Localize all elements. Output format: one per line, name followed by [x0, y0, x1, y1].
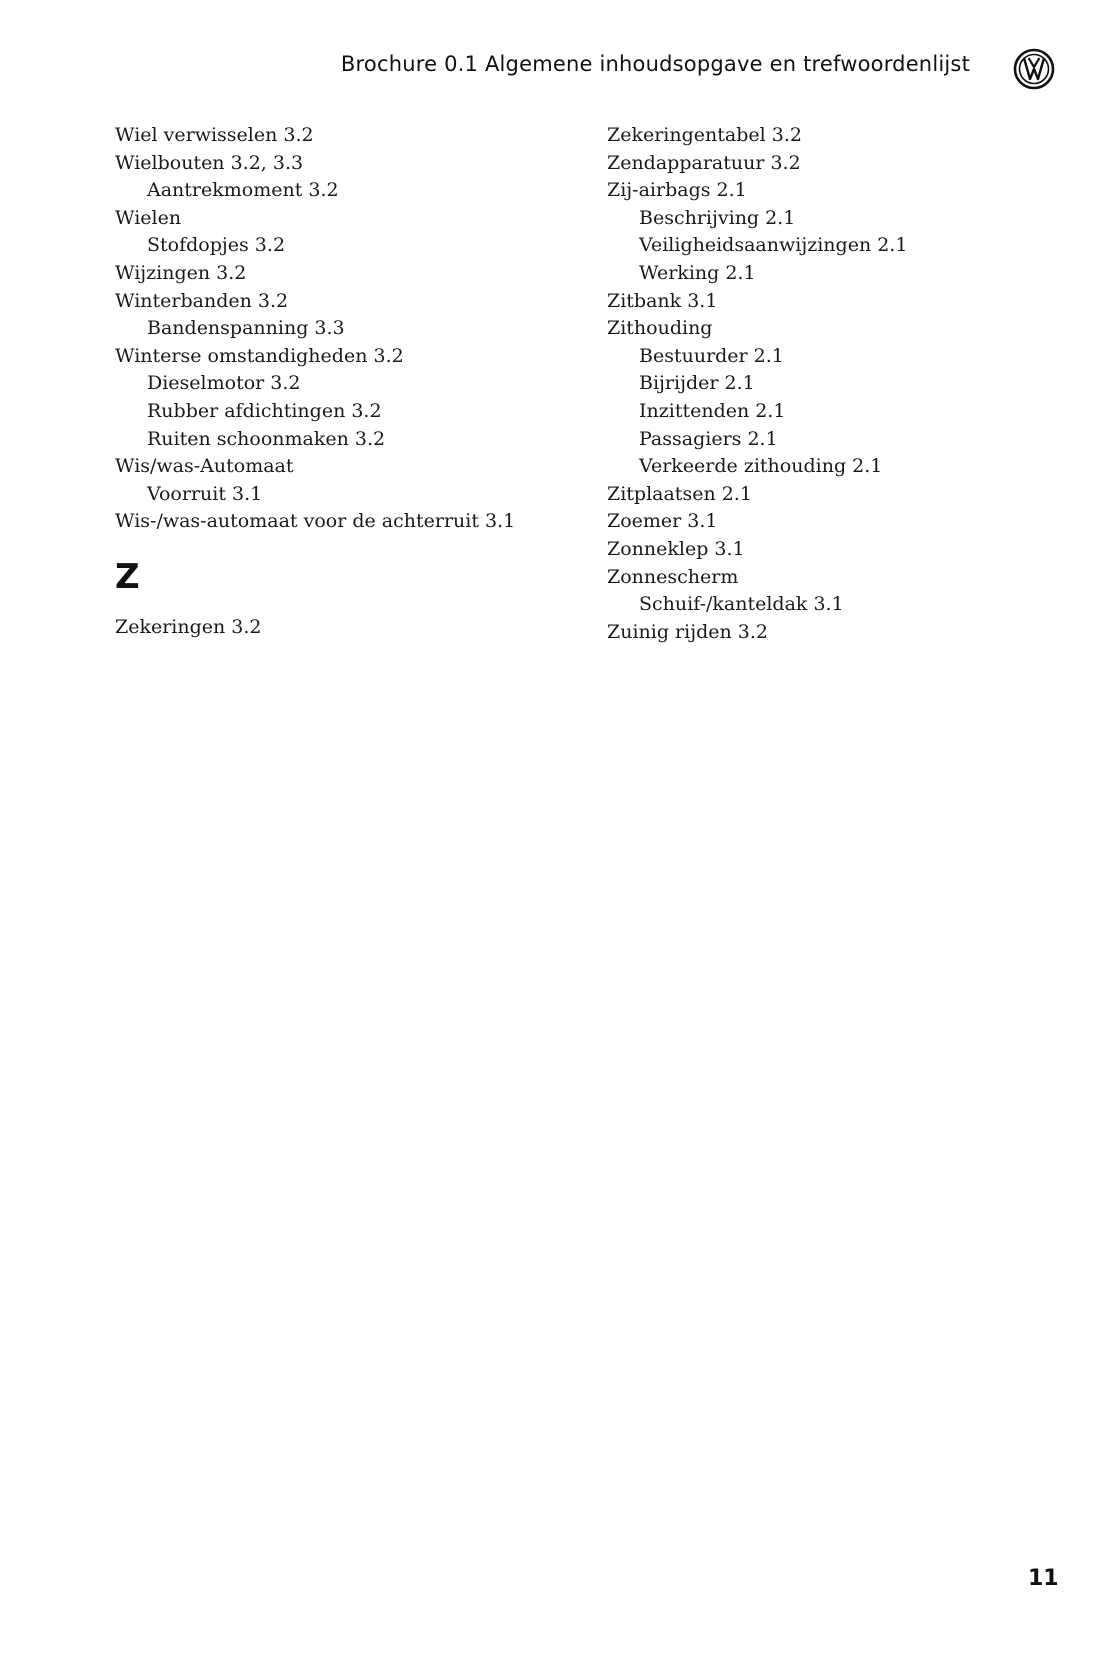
index-subentry: Bestuurder 2.1: [639, 344, 784, 367]
index-entry: Zoemer 3.1: [607, 510, 718, 533]
index-entry: Zonneklep 3.1: [607, 537, 745, 560]
index-subentry: Dieselmotor 3.2: [147, 372, 301, 395]
index-list-w: [115, 122, 585, 536]
index-entry: Zitbank 3.1: [607, 289, 718, 312]
index-entry: Zuinig rijden 3.2: [607, 620, 768, 643]
index-entry: Zendapparatuur 3.2: [607, 151, 801, 174]
index-entry: Wielen: [115, 206, 182, 229]
index-entry: Zekeringentabel 3.2: [607, 124, 802, 146]
index-subentry: Rubber afdichtingen 3.2: [147, 399, 382, 422]
index-entry: Winterse omstandigheden 3.2: [115, 344, 404, 367]
section-letter-z: Z: [115, 556, 140, 597]
index-subentry: Bijrijder 2.1: [639, 372, 755, 395]
index-entry: Winterbanden 3.2: [115, 289, 289, 312]
index-subentry: Inzittenden 2.1: [639, 399, 786, 422]
index-entry: Wis/was-Automaat: [115, 455, 294, 478]
index-subentry: Werking 2.1: [639, 261, 756, 284]
index-list-z-continued: [607, 122, 1077, 646]
index-subentry: Beschrijving 2.1: [639, 206, 796, 229]
index-entry: Wiel verwisselen 3.2: [115, 124, 314, 146]
index-list-z: [115, 614, 585, 642]
index-entry: Zij-airbags 2.1: [607, 179, 747, 202]
index-subentry: Verkeerde zithouding 2.1: [639, 455, 883, 478]
index-entry: Wielbouten 3.2, 3.3: [115, 151, 304, 174]
index-entry: Zonnescherm: [607, 565, 739, 588]
index-subentry: Aantrekmoment 3.2: [147, 179, 339, 202]
index-entry: Wijzingen 3.2: [115, 261, 247, 284]
index-entry: Wis-/was-automaat voor de achterruit 3.1: [115, 510, 516, 533]
index-subentry: Veiligheidsaanwijzingen 2.1: [639, 234, 908, 257]
page-number: 11: [1028, 1566, 1059, 1591]
index-subentry: Voorruit 3.1: [147, 482, 263, 505]
vw-logo-icon: [1013, 48, 1055, 90]
page-title: Brochure 0.1 Algemene inhoudsopgave en trefwoordenlijst: [340, 52, 970, 76]
index-subentry: Stofdopjes 3.2: [147, 234, 286, 257]
index-column-right: [607, 122, 1077, 646]
index-column-left: [115, 122, 585, 642]
index-entry: Zitplaatsen 2.1: [607, 482, 752, 505]
index-subentry: Ruiten schoonmaken 3.2: [147, 427, 386, 450]
index-subentry: Schuif-/kanteldak 3.1: [639, 593, 844, 616]
index-entry: Zekeringen 3.2: [115, 615, 262, 638]
index-subentry: Bandenspanning 3.3: [147, 317, 345, 340]
index-entry: Zithouding: [607, 317, 713, 340]
index-subentry: Passagiers 2.1: [639, 427, 778, 450]
